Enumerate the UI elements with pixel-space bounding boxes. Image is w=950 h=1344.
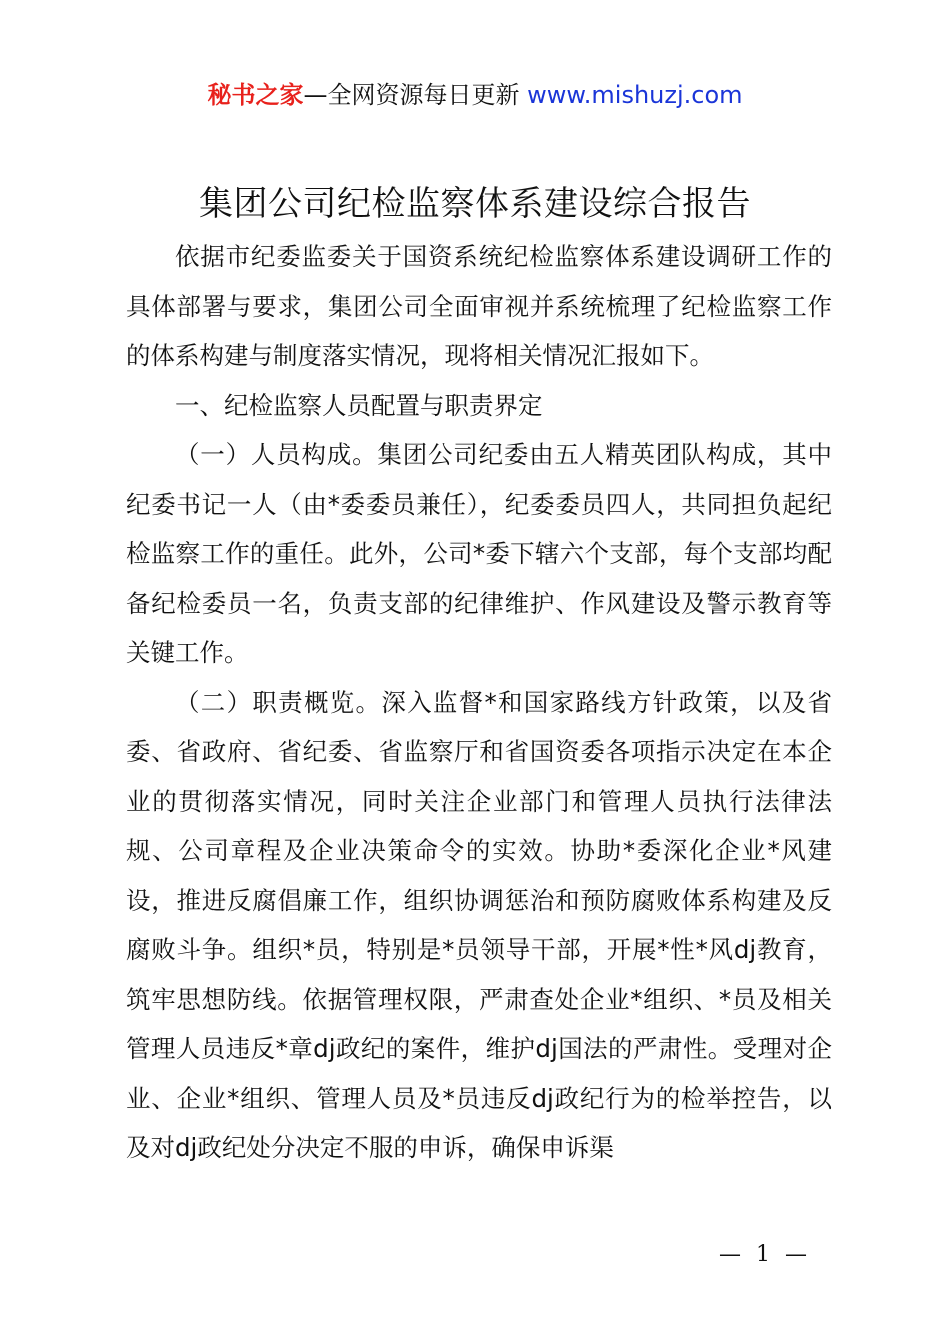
site-banner xyxy=(0,78,950,112)
site-url-link[interactable]: www.mishuzj.com xyxy=(527,81,743,109)
intro-paragraph: 依据市纪委监委关于国资系统纪检监察体系建设调研工作的具体部署与要求，集团公司全面审视并系统梳理了纪检监察工作的体系构建与制度落实情况，现将相关情况汇报如下。 xyxy=(126,242,832,370)
document-title: 集团公司纪检监察体系建设综合报告 xyxy=(199,184,751,224)
duties-paragraph: （二）职责概览。深入监督*和国家路线方针政策，以及省委、省政府、省纪委、省监察厅和省国资委各项指示决定在本企业的贯彻落实情况，同时关注企业部门和管理人员执行法律法规、公司章程及企业决策命令的实效。协助*委深化企业*风建设，推进反腐倡廉工作，组织协调惩治和预防腐败体系构建及反腐败斗争。组织*员，特别是*员领导干部，开展*性*风dj教育，筑牢思想防线。依据管理权限，严肃查处企业*组织、*员及相关管理人员违反*章dj政纪的案件，维护dj国法的严肃性。受理对企业、企业*组织、管理人员及*员违反dj政纪行为的检举控告，以及对dj政纪处分决定不服的申诉，确保申诉渠 xyxy=(126,687,832,1162)
personnel-paragraph: （一）人员构成。集团公司纪委由五人精英团队构成，其中纪委书记一人（由*委委员兼任），纪委委员四人，共同担负起纪检监察工作的重任。此外，公司*委下辖六个支部，每个支部均配备纪检委员一名，负责支部的纪律维护、作风建设及警示教育等关键工作。 xyxy=(126,440,832,667)
site-name: 秘书之家 xyxy=(207,81,304,109)
page-number: — 1 — xyxy=(719,1242,811,1267)
site-tagline: —全网资源每日更新 xyxy=(303,81,528,109)
document-body xyxy=(126,232,832,1173)
section-heading: 一、纪检监察人员配置与职责界定 xyxy=(175,390,543,420)
